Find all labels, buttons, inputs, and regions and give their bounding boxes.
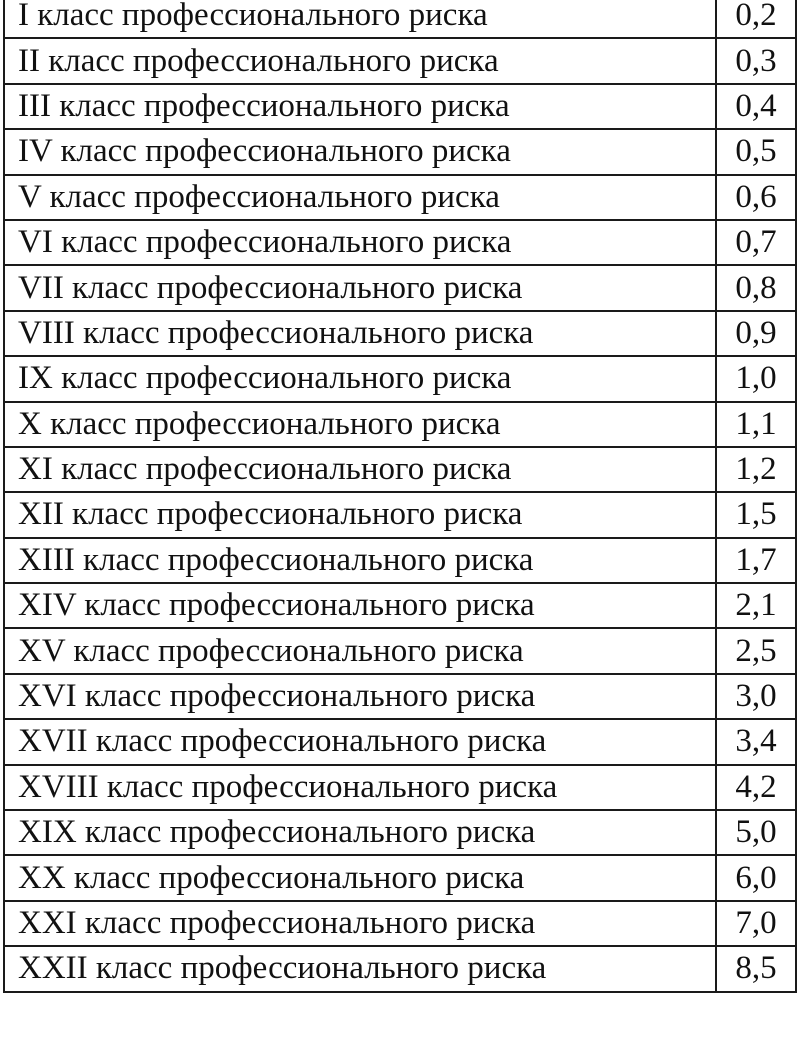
risk-coefficient-value: 0,5 <box>716 129 796 174</box>
table-row <box>4 719 796 764</box>
table-row <box>4 220 796 265</box>
risk-coefficient-value: 2,5 <box>716 628 796 673</box>
table-row <box>4 674 796 719</box>
risk-coefficient-value: 3,0 <box>716 674 796 719</box>
table-row <box>4 265 796 310</box>
risk-class-label: XVIII класс профессионального риска <box>4 765 716 810</box>
risk-coefficient-value: 1,0 <box>716 356 796 401</box>
risk-class-table <box>3 0 797 993</box>
risk-coefficient-value: 7,0 <box>716 901 796 946</box>
risk-coefficient-value: 0,2 <box>716 0 796 38</box>
risk-class-label: VI класс профессионального риска <box>4 220 716 265</box>
risk-coefficient-value: 2,1 <box>716 583 796 628</box>
table-row <box>4 765 796 810</box>
table-row <box>4 311 796 356</box>
risk-class-label: XI класс профессионального риска <box>4 447 716 492</box>
risk-coefficient-value: 0,3 <box>716 38 796 83</box>
table-row <box>4 538 796 583</box>
table-row <box>4 0 796 38</box>
table-row <box>4 810 796 855</box>
risk-class-label: XIII класс профессионального риска <box>4 538 716 583</box>
table-row <box>4 628 796 673</box>
table-row <box>4 447 796 492</box>
risk-class-label: III класс профессионального риска <box>4 84 716 129</box>
table-row <box>4 855 796 900</box>
risk-class-label: X класс профессионального риска <box>4 402 716 447</box>
table-row <box>4 356 796 401</box>
risk-coefficient-value: 0,6 <box>716 175 796 220</box>
table-row <box>4 402 796 447</box>
table-row <box>4 38 796 83</box>
risk-class-label: VIII класс профессионального риска <box>4 311 716 356</box>
risk-class-label: XIX класс профессионального риска <box>4 810 716 855</box>
risk-class-table-body <box>4 0 796 992</box>
risk-class-label: I класс профессионального риска <box>4 0 716 38</box>
risk-class-label: V класс профессионального риска <box>4 175 716 220</box>
risk-coefficient-value: 8,5 <box>716 946 796 991</box>
risk-class-label: IX класс профессионального риска <box>4 356 716 401</box>
risk-coefficient-value: 1,1 <box>716 402 796 447</box>
table-row <box>4 901 796 946</box>
risk-class-label: XIV класс профессионального риска <box>4 583 716 628</box>
risk-coefficient-value: 6,0 <box>716 855 796 900</box>
risk-class-label: XVII класс профессионального риска <box>4 719 716 764</box>
risk-coefficient-value: 0,7 <box>716 220 796 265</box>
risk-coefficient-value: 1,7 <box>716 538 796 583</box>
risk-coefficient-value: 4,2 <box>716 765 796 810</box>
risk-class-label: XII класс профессионального риска <box>4 492 716 537</box>
risk-coefficient-value: 0,9 <box>716 311 796 356</box>
risk-class-label: IV класс профессионального риска <box>4 129 716 174</box>
table-row <box>4 84 796 129</box>
risk-coefficient-value: 3,4 <box>716 719 796 764</box>
risk-coefficient-value: 1,2 <box>716 447 796 492</box>
risk-coefficient-value: 1,5 <box>716 492 796 537</box>
risk-coefficient-value: 0,4 <box>716 84 796 129</box>
table-row <box>4 492 796 537</box>
table-row <box>4 583 796 628</box>
table-row <box>4 175 796 220</box>
risk-class-label: XVI класс профессионального риска <box>4 674 716 719</box>
risk-class-label: VII класс профессионального риска <box>4 265 716 310</box>
risk-class-label: XXI класс профессионального риска <box>4 901 716 946</box>
risk-class-label: XXII класс профессионального риска <box>4 946 716 991</box>
table-row <box>4 946 796 991</box>
table-row <box>4 129 796 174</box>
risk-class-label: XX класс профессионального риска <box>4 855 716 900</box>
risk-coefficient-value: 5,0 <box>716 810 796 855</box>
risk-class-label: XV класс профессионального риска <box>4 628 716 673</box>
risk-coefficient-value: 0,8 <box>716 265 796 310</box>
risk-class-label: II класс профессионального риска <box>4 38 716 83</box>
